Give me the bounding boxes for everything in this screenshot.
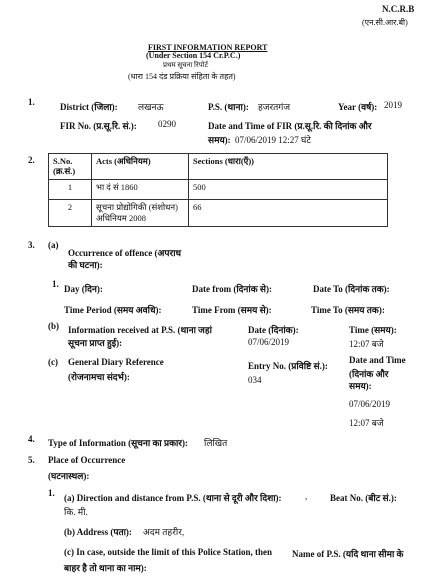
- sno-header: S.No. (क्र.सं.): [49, 154, 92, 180]
- ps-value: हजरतगंज: [258, 102, 291, 112]
- page-subtitle: (Under Section 154 Cr.P.C.): [146, 51, 241, 60]
- fir-datetime-value: 07/06/2019 12:27 घंटे: [235, 135, 311, 145]
- gd-reference-label: General Diary Reference: [68, 357, 164, 367]
- act-cell: [92, 200, 189, 227]
- gd-date-value: 07/06/2019: [349, 399, 391, 409]
- section-4-number: 4.: [28, 434, 35, 444]
- info-date-value: 07/06/2019: [248, 337, 290, 347]
- act-name: भा दं सं 1860: [96, 182, 138, 192]
- fir-datetime-label: Date and Time of FIR (प्र.सू.रि. की दिनांक और: [208, 121, 372, 131]
- entry-no-label: Entry No. (प्रविष्टि सं.):: [248, 361, 328, 371]
- page-title-hindi: प्रथम सूचना रिपोर्ट: [163, 61, 209, 69]
- outside-ps-name-label: Name of P.S. (यदि थाना सीमा के: [292, 549, 404, 559]
- ncrb-label: N.C.R.B: [382, 4, 415, 14]
- year-value: 2019: [384, 100, 402, 110]
- section-cell: 500: [189, 180, 388, 200]
- table-row: [49, 180, 388, 200]
- info-type-value: लिखित: [204, 438, 228, 448]
- sno-cell: 1: [49, 180, 92, 200]
- day-label: Day (दिन):: [64, 284, 103, 294]
- fir-datetime-label-cont: समय):: [208, 135, 231, 145]
- gd-datetime-label-cont2: समय):: [349, 381, 372, 391]
- address-label: (b) Address (पता):: [64, 527, 132, 537]
- entry-no-value: 034: [248, 375, 262, 385]
- sections-header: Sections (धारा(एँ)): [189, 154, 388, 180]
- info-received-label: Information received at P.S. (थाना जहां: [68, 325, 212, 335]
- section-1-number: 1.: [28, 97, 35, 107]
- place-label-cont: (घटनास्थल):: [48, 471, 90, 481]
- district-label: District (जिला):: [60, 102, 118, 112]
- section-3-number: 3.: [28, 240, 35, 250]
- district-value: लखनऊ: [138, 102, 164, 112]
- page-title: FIRST INFORMATION REPORT: [148, 43, 268, 52]
- section-3b-label: (b): [48, 321, 59, 331]
- date-to-label: Date To (दिनांक तक):: [313, 284, 390, 294]
- gd-datetime-label-cont: (दिनांक और: [349, 369, 389, 379]
- fir-number-value: 0290: [158, 119, 176, 129]
- acts-header: Acts (अधिनियम): [92, 154, 189, 180]
- occurrence-label-cont: की घटना):: [68, 260, 103, 270]
- outside-limit-label: (c) In case, outside the limit of this Police Station, then: [64, 547, 272, 557]
- gd-time-value: 12:07 बजे: [349, 418, 384, 428]
- date-from-label: Date from (दिनांक से):: [192, 284, 272, 294]
- section-2-number: 2.: [28, 155, 35, 165]
- ps-label: P.S. (थाना):: [208, 102, 249, 112]
- fir-number-label: FIR No. (प्र.सू.रि. सं.):: [60, 121, 137, 131]
- act-cell: [92, 180, 189, 200]
- time-period-label: Time Period (समय अवधि):: [64, 305, 162, 315]
- direction-label: (a) Direction and distance from P.S. (थाना से दूरी और दिशा):: [64, 493, 282, 503]
- page-subtitle-hindi: (धारा 154 दंड प्रक्रिया संहिता के तहत): [128, 72, 236, 81]
- acts-table: [48, 153, 388, 227]
- place-label: Place of Occurrence: [48, 455, 126, 465]
- info-received-label-cont: सूचना प्राप्त हुई):: [68, 338, 123, 348]
- outside-ps-name-label-cont: बाहर है तो थाना का नाम):: [64, 563, 147, 573]
- direction-value: ,: [305, 491, 308, 501]
- section-3-sub1: 1.: [52, 279, 59, 289]
- time-from-label: Time From (समय से):: [192, 305, 272, 315]
- beat-no-label: Beat No. (बीट सं.):: [330, 493, 397, 503]
- year-label: Year (वर्ष):: [338, 102, 378, 112]
- distance-unit: कि. मी.: [64, 507, 88, 517]
- ncrb-hindi-label: (एन.सी.आर.बी): [362, 18, 408, 27]
- gd-reference-label-cont: (रोजनामचा संदर्भ):: [68, 372, 130, 382]
- info-date-label: Date (दिनांक):: [248, 325, 299, 335]
- section-5-number: 5.: [28, 455, 35, 465]
- acts-table-header-row: [49, 154, 388, 180]
- time-to-label: Time To (समय तक):: [311, 305, 385, 315]
- section-3a-label: (a): [48, 240, 59, 250]
- section-cell: 66: [189, 200, 388, 227]
- info-time-label: Time (समय):: [349, 325, 397, 335]
- gd-datetime-label: Date and Time: [349, 355, 406, 365]
- section-3c-label: (c): [48, 357, 58, 367]
- table-row: [49, 200, 388, 227]
- occurrence-label: Occurrence of offence (अपराध: [68, 248, 182, 258]
- section-5-sub1: 1.: [48, 488, 55, 498]
- act-name-cont: अधिनियम 2008: [96, 213, 146, 223]
- act-name: सूचना प्रोद्योगिकी (संशोधन): [96, 202, 178, 212]
- info-type-label: Type of Information (सूचना का प्रकार):: [48, 438, 188, 448]
- sno-cell: 2: [49, 200, 92, 227]
- info-time-value: 12:07 बजे: [349, 339, 384, 349]
- address-value: अदम तहरीर,: [143, 527, 185, 537]
